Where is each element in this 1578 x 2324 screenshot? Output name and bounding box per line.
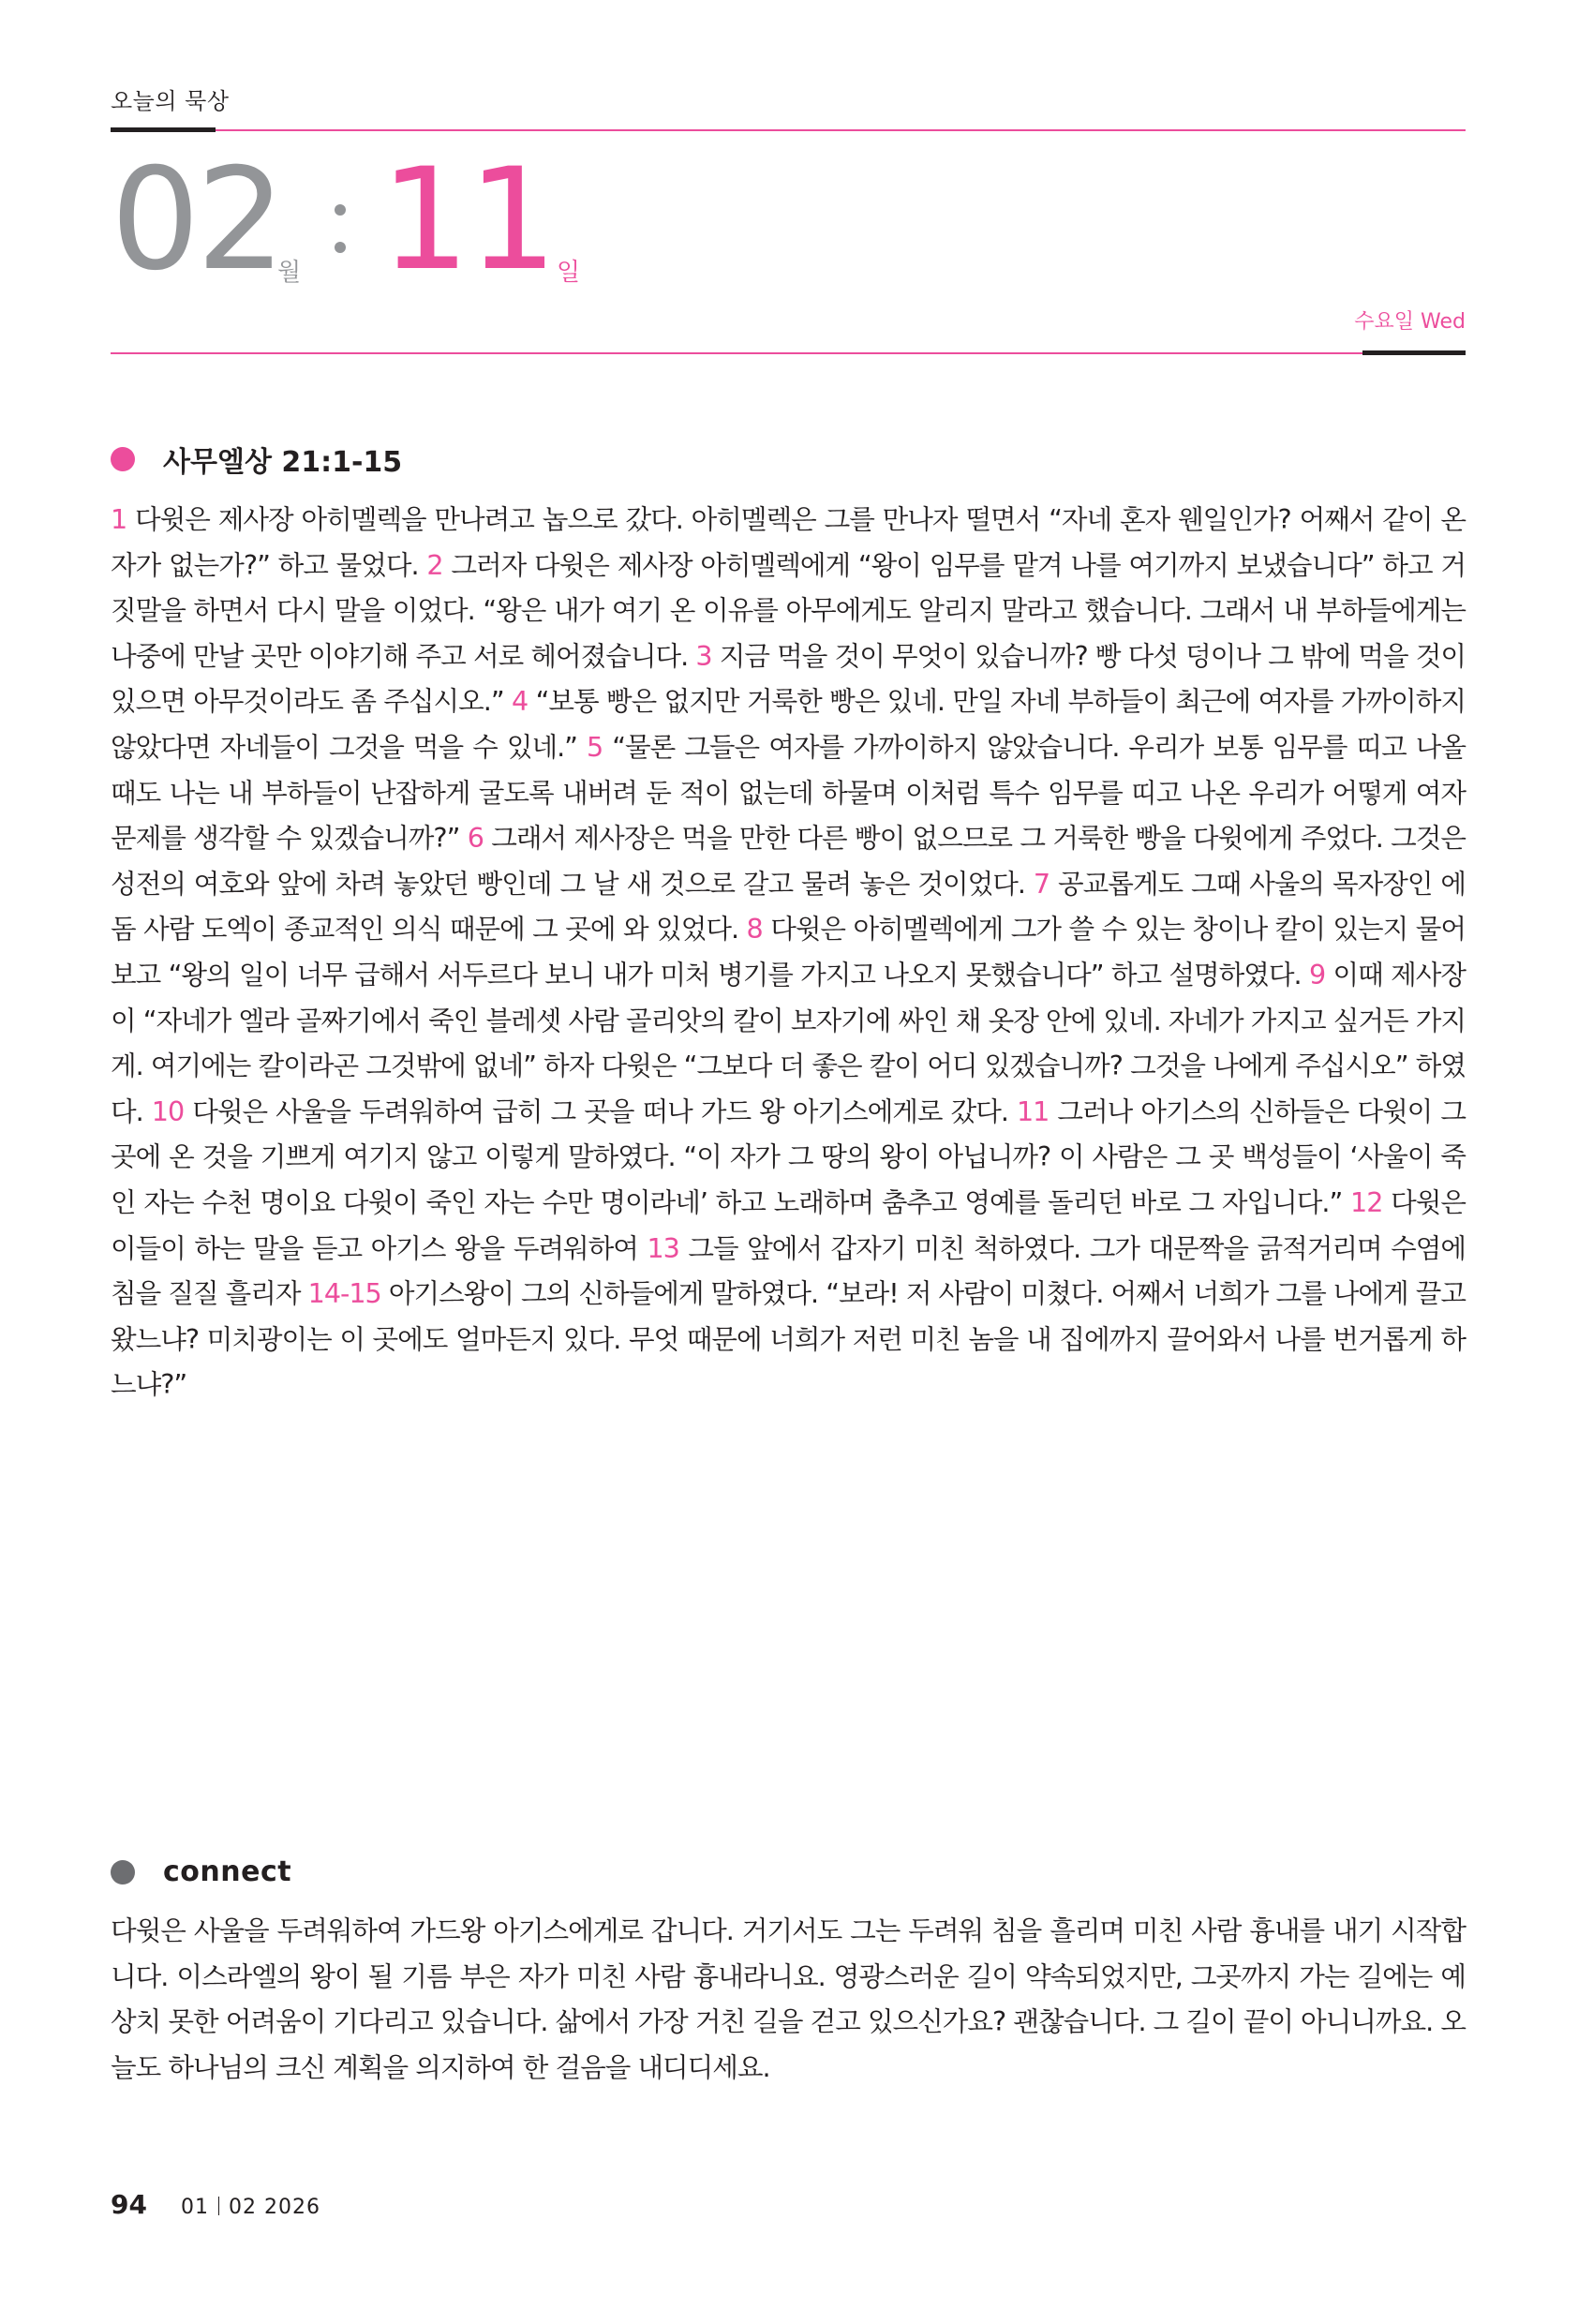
footer	[111, 2189, 320, 2220]
verse-text: 그러자 다윗은 제사장 아히멜렉에게 “왕이 임무를 맡겨 나를 여기까지 보냈습니다” 하고 거짓말을 하면서 다시 말을 이었다. “왕은 내가 여기 온 이유를 아무에게도 알리지 말라고 했습니다. 그래서 내 부하들에게는 나중에 만날 곳만 이야기해 주고 서로 헤어졌습니다.	[111, 548, 1466, 672]
verse-text: 그래서 제사장은 먹을 만한 다른 빵이 없으므로 그 거룩한 빵을 다윗에게 주었다. 그것은 성전의 여호와 앞에 차려 놓았던 빵인데 그 날 새 것으로 갈고 물려 놓은 것이었다.	[111, 822, 1466, 900]
scripture-heading	[111, 439, 402, 480]
scripture-passage	[111, 497, 1466, 1408]
issue-month-2: 02	[228, 2196, 257, 2219]
day-unit: 일	[557, 259, 581, 287]
section-label: 오늘의 묵상	[111, 88, 230, 114]
connect-body: 다윗은 사울을 두려워하여 가드왕 아기스에게로 갑니다. 거기서도 그는 두려워 침을 흘리며 미친 사람 흉내를 내기 시작합니다. 이스라엘의 왕이 될 기름 부은 자가 미친 사람 흉내라니요. 영광스러운 길이 약속되었지만, 그곳까지 가는 길에는 예상치 못한 어려움이 기다리고 있습니다. 삶에서 가장 거친 길을 걷고 있으신가요? 괜찮습니다. 그 길이 끝이 아니니까요. 오늘도 하나님의 크신 계획을 의지하여 한 걸음을 내디디세요.	[111, 1914, 1466, 2083]
verse-number: 4	[512, 685, 528, 718]
verse-number: 2	[426, 548, 443, 581]
verse-number: 3	[695, 639, 712, 672]
connect-title: connect	[163, 1855, 292, 1888]
verse-number: 1	[111, 503, 127, 535]
verse-number: 11	[1016, 1095, 1050, 1127]
verse-number: 14-15	[307, 1277, 381, 1310]
verse-text: 아기스왕이 그의 신하들에게 말하였다. “보라! 저 사람이 미쳤다. 어째서 너희가 그를 나에게 끌고 왔느냐? 미치광이는 이 곳에도 얼마든지 있다. 무엇 때문에 너희가 저런 미친 놈을 내 집에까지 끌어와서 나를 번거롭게 하느냐?”	[111, 1277, 1466, 1401]
verse-text: 다윗은 이들이 하는 말을 듣고 아기스 왕을 두려워하여	[111, 1185, 1466, 1264]
scripture-reference: 사무엘상 21:1-15	[163, 446, 403, 479]
verse-text: 지금 먹을 것이 무엇이 있습니까? 빵 다섯 덩이나 그 밖에 먹을 것이 있으면 아무것이라도 좀 주십시오.”	[111, 639, 1466, 718]
verse-number: 5	[587, 730, 603, 763]
issue-month: 01	[180, 2196, 209, 2219]
verse-number: 7	[1033, 867, 1050, 900]
page-number: 94	[111, 2189, 147, 2220]
issue-year: 2026	[263, 2196, 320, 2219]
verse-text: 다윗은 사울을 두려워하여 급히 그 곳을 떠나 가드 왕 아기스에게로 갔다.	[184, 1095, 1017, 1127]
verse-text: “보통 빵은 없지만 거룩한 빵은 있네. 만일 자네 부하들이 최근에 여자를 가까이하지 않았다면 자네들이 그것을 먹을 수 있네.”	[111, 685, 1466, 763]
verse-number: 10	[151, 1095, 185, 1127]
pink-bullet-icon	[111, 447, 135, 471]
top-rule-thin	[216, 129, 1466, 131]
issue-info	[181, 2196, 320, 2219]
month-number: 02	[111, 139, 282, 302]
weekday: 수요일 Wed	[1354, 310, 1466, 334]
verse-text: 그들 앞에서 갑자기 미친 척하였다. 그가 대문짝을 긁적거리며 수염에 침을 질질 흘리자	[111, 1231, 1466, 1310]
verse-number: 9	[1308, 958, 1326, 991]
connect-heading	[111, 1855, 291, 1888]
verse-number: 8	[746, 913, 763, 946]
verse-text: 그러나 아기스의 신하들은 다윗이 그 곳에 온 것을 기쁘게 여기지 않고 이렇게 말하였다. “이 자가 그 땅의 왕이 아닙니까? 이 사람은 그 곳 백성들이 ‘사울이 죽인 자는 수천 명이요 다윗이 죽인 자는 수만 명이라네’ 하고 노래하며 춤추고 영예를 돌리던 바로 그 자입니다.”	[111, 1095, 1466, 1218]
mid-rule-thin	[111, 352, 1362, 354]
verse-text: “물론 그들은 여자를 가까이하지 않았습니다. 우리가 보통 임무를 띠고 나올 때도 나는 내 부하들이 난잡하게 굴도록 내버려 둔 적이 없는데 하물며 이처럼 특수 임무를 띠고 나온 우리가 어떻게 여자 문제를 생각할 수 있겠습니까?”	[111, 730, 1466, 855]
verse-text: 공교롭게도 그때 사울의 목자장인 에돔 사람 도엑이 종교적인 의식 때문에 그 곳에 와 있었다.	[111, 867, 1466, 946]
colon-separator	[332, 195, 349, 270]
verse-text: 다윗은 아히멜렉에게 그가 쓸 수 있는 창이나 칼이 있는지 물어 보고 “왕의 일이 너무 급해서 서두르다 보니 내가 미처 병기를 가지고 나오지 못했습니다” 하고 설명하였다.	[111, 913, 1466, 991]
day-number: 11	[380, 139, 556, 302]
month-unit: 월	[277, 259, 302, 287]
verse-text: 이때 제사장이 “자네가 엘라 골짜기에서 죽인 블레셋 사람 골리앗의 칼이 보자기에 싸인 채 옷장 안에 있네. 자네가 가지고 싶거든 가지게. 여기에는 칼이라곤 그것밖에 없네” 하자 다윗은 “그보다 더 좋은 칼이 어디 있겠습니까? 그것을 나에게 주십시오” 하였다.	[111, 958, 1466, 1127]
verse-text: 다윗은 제사장 아히멜렉을 만나려고 놉으로 갔다. 아히멜렉은 그를 만나자 떨면서 “자네 혼자 웬일인가? 어째서 같이 온 자가 없는가?” 하고 물었다.	[111, 503, 1466, 581]
date-block	[111, 139, 1466, 302]
verse-number: 6	[467, 822, 484, 855]
top-rule-thick	[111, 127, 216, 132]
verse-number: 13	[647, 1231, 679, 1264]
verse-number: 12	[1350, 1185, 1383, 1218]
gray-bullet-icon	[111, 1860, 135, 1885]
mid-rule-thick	[1362, 350, 1466, 355]
